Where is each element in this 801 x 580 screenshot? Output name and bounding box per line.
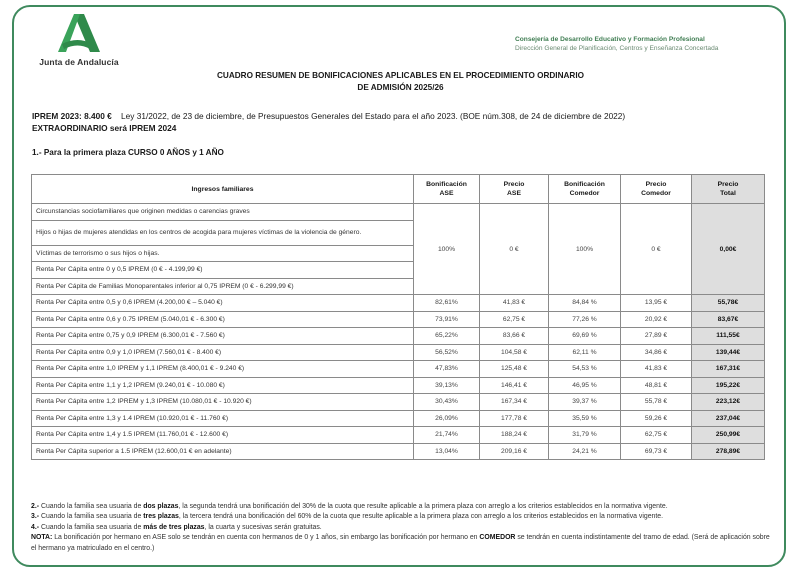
precio-total: 223,12€ — [692, 394, 765, 411]
department-header — [515, 35, 718, 53]
header-bon-comedor: Bonificación Comedor — [549, 175, 621, 204]
precio-ase: 167,34 € — [480, 394, 549, 411]
precio-ase: 41,83 € — [480, 295, 549, 312]
row-desc: Víctimas de terrorismo o sus hijos o hijas. — [32, 245, 414, 262]
table-row — [32, 328, 765, 345]
bon-ase: 82,61% — [414, 295, 480, 312]
bon-ase: 47,83% — [414, 361, 480, 378]
bon-ase: 30,43% — [414, 394, 480, 411]
table-row — [32, 311, 765, 328]
precio-comedor: 55,78 € — [621, 394, 692, 411]
row-desc: Renta Per Cápita superior a 1.5 IPREM (12.600,01 € en adelante) — [32, 443, 414, 460]
direccion-name: Dirección General de Planificación, Centros y Enseñanza Concertada — [515, 45, 719, 52]
group-precio-ase: 0 € — [480, 204, 549, 295]
table-row — [32, 427, 765, 444]
precio-comedor: 27,89 € — [621, 328, 692, 345]
bon-comedor: 62,11 % — [549, 344, 621, 361]
note-3: 3.- Cuando la familia sea usuaria de tres plazas, la tercera tendrá una bonificación del 60% de la cuota que resulte aplicable a la primera plaza con arreglo a los criterios establecidos en la normativa vigente. — [31, 513, 664, 521]
bon-comedor: 46,95 % — [549, 377, 621, 394]
table-row — [32, 394, 765, 411]
bon-comedor: 31,79 % — [549, 427, 621, 444]
table-row — [32, 204, 765, 221]
precio-total: 278,89€ — [692, 443, 765, 460]
bon-comedor: 77,26 % — [549, 311, 621, 328]
bon-comedor: 84,84 % — [549, 295, 621, 312]
row-desc: Renta Per Cápita entre 1,4 y 1.5 IPREM (11.760,01 € - 12.600 €) — [32, 427, 414, 444]
junta-a-logo-icon — [56, 14, 102, 54]
precio-total: 55,78€ — [692, 295, 765, 312]
bon-comedor: 39,37 % — [549, 394, 621, 411]
bon-ase: 39,13% — [414, 377, 480, 394]
precio-comedor: 41,83 € — [621, 361, 692, 378]
consejeria-name: Consejería de Desarrollo Educativo y Formación Profesional — [515, 36, 705, 43]
row-desc: Hijos o hijas de mujeres atendidas en los centros de acogida para mujeres víctimas de la violencia de género. — [32, 220, 414, 245]
note-nota: NOTA: La bonificación por hermano en ASE solo se tendrán en cuenta con hermanos de 0 y 1 años, sin embargo las bonificación por hermano en COMEDOR se tendrán en cuenta indistintamente del tramo de edad. (Será de aplicación sobre el hermano ya matriculado en el centro.) — [31, 534, 770, 552]
precio-ase: 177,78 € — [480, 410, 549, 427]
header-precio-comedor: Precio Comedor — [621, 175, 692, 204]
row-desc: Renta Per Cápita entre 0,5 y 0,6 IPREM (4.200,00 € – 5.040 €) — [32, 295, 414, 312]
bon-comedor: 69,69 % — [549, 328, 621, 345]
row-desc: Renta Per Cápita entre 0,9 y 1,0 IPREM (7.560,01 € - 8.400 €) — [32, 344, 414, 361]
logo-text: Junta de Andalucía — [39, 57, 119, 67]
iprem-label: IPREM 2023: 8.400 € — [32, 111, 112, 121]
row-desc: Circunstancias sociofamiliares que originen medidas o carencias graves — [32, 204, 414, 221]
row-desc: Renta Per Cápita entre 1,3 y 1.4 IPREM (10.920,01 € - 11.760 €) — [32, 410, 414, 427]
title-line-2: DE ADMISIÓN 2025/26 — [357, 83, 444, 92]
row-desc: Renta Per Cápita entre 1,2 IPREM y 1,3 IPREM (10.080,01 € - 10.920 €) — [32, 394, 414, 411]
iprem-paragraph — [32, 111, 768, 134]
bon-ase: 73,91% — [414, 311, 480, 328]
notes-section — [31, 502, 771, 554]
precio-comedor: 34,86 € — [621, 344, 692, 361]
precio-comedor: 59,26 € — [621, 410, 692, 427]
precio-comedor: 48,81 € — [621, 377, 692, 394]
bon-ase: 13,04% — [414, 443, 480, 460]
document-title — [0, 70, 801, 94]
group-bon-ase: 100% — [414, 204, 480, 295]
precio-ase: 209,16 € — [480, 443, 549, 460]
table-row — [32, 377, 765, 394]
bonificaciones-table — [31, 174, 765, 460]
precio-comedor: 20,92 € — [621, 311, 692, 328]
precio-ase: 146,41 € — [480, 377, 549, 394]
precio-comedor: 69,73 € — [621, 443, 692, 460]
table-row — [32, 410, 765, 427]
bon-comedor: 35,59 % — [549, 410, 621, 427]
precio-ase: 62,75 € — [480, 311, 549, 328]
precio-ase: 104,58 € — [480, 344, 549, 361]
bon-ase: 65,22% — [414, 328, 480, 345]
iprem-text: Ley 31/2022, de 23 de diciembre, de Presupuestos Generales del Estado para el año 2023. (BOE núm.308, de 24 de diciembre de 2022) — [121, 111, 626, 121]
row-desc: Renta Per Cápita entre 0,75 y 0,9 IPREM (6.300,01 € - 7.560 €) — [32, 328, 414, 345]
header-precio-ase: Precio ASE — [480, 175, 549, 204]
header-bon-ase: Bonificación ASE — [414, 175, 480, 204]
precio-total: 250,99€ — [692, 427, 765, 444]
section-heading: 1.- Para la primera plaza CURSO 0 AÑOS y 1 AÑO — [32, 148, 224, 157]
title-line-1: CUADRO RESUMEN DE BONIFICACIONES APLICABLES EN EL PROCEDIMIENTO ORDINARIO — [217, 71, 584, 80]
row-desc: Renta Per Cápita entre 0 y 0,5 IPREM (0 € - 4.199,99 €) — [32, 262, 414, 279]
row-desc: Renta Per Cápita entre 1,1 y 1,2 IPREM (9.240,01 € - 10.080 €) — [32, 377, 414, 394]
group-bon-comedor: 100% — [549, 204, 621, 295]
iprem-extra: EXTRAORDINARIO será IPREM 2024 — [32, 122, 177, 133]
precio-ase: 83,66 € — [480, 328, 549, 345]
precio-total: 195,22€ — [692, 377, 765, 394]
note-4: 4.- Cuando la familia sea usuaria de más de tres plazas, la cuarta y sucesivas serán gratuitas. — [31, 523, 322, 531]
junta-logo — [27, 14, 131, 70]
bon-comedor: 24,21 % — [549, 443, 621, 460]
row-desc: Renta Per Cápita de Familias Monoparentales inferior al 0,75 IPREM (0 € - 6.299,99 €) — [32, 278, 414, 295]
precio-ase: 125,48 € — [480, 361, 549, 378]
note-2: 2.- Cuando la familia sea usuaria de dos plazas, la segunda tendrá una bonificación del 30% de la cuota que resulte aplicable a la primera plaza con arreglo a los criterios establecidos en la normativa vigente. — [31, 503, 668, 510]
precio-comedor: 13,95 € — [621, 295, 692, 312]
bon-ase: 26,09% — [414, 410, 480, 427]
row-desc: Renta Per Cápita entre 0,6 y 0.75 IPREM (5.040,01 € - 6.300 €) — [32, 311, 414, 328]
precio-total: 83,67€ — [692, 311, 765, 328]
table-row — [32, 361, 765, 378]
table-row — [32, 443, 765, 460]
bon-ase: 56,52% — [414, 344, 480, 361]
precio-total: 167,31€ — [692, 361, 765, 378]
header-precio-total: Precio Total — [692, 175, 765, 204]
bon-ase: 21,74% — [414, 427, 480, 444]
precio-total: 237,04€ — [692, 410, 765, 427]
precio-comedor: 62,75 € — [621, 427, 692, 444]
table-header-row — [32, 175, 765, 204]
precio-ase: 188,24 € — [480, 427, 549, 444]
group-precio-total: 0,00€ — [692, 204, 765, 295]
precio-total: 139,44€ — [692, 344, 765, 361]
table-row — [32, 295, 765, 312]
group-precio-comedor: 0 € — [621, 204, 692, 295]
header-ingresos: Ingresos familiares — [32, 175, 414, 204]
table-row — [32, 344, 765, 361]
row-desc: Renta Per Cápita entre 1,0 IPREM y 1,1 IPREM (8.400,01 € - 9.240 €) — [32, 361, 414, 378]
precio-total: 111,55€ — [692, 328, 765, 345]
bon-comedor: 54,53 % — [549, 361, 621, 378]
